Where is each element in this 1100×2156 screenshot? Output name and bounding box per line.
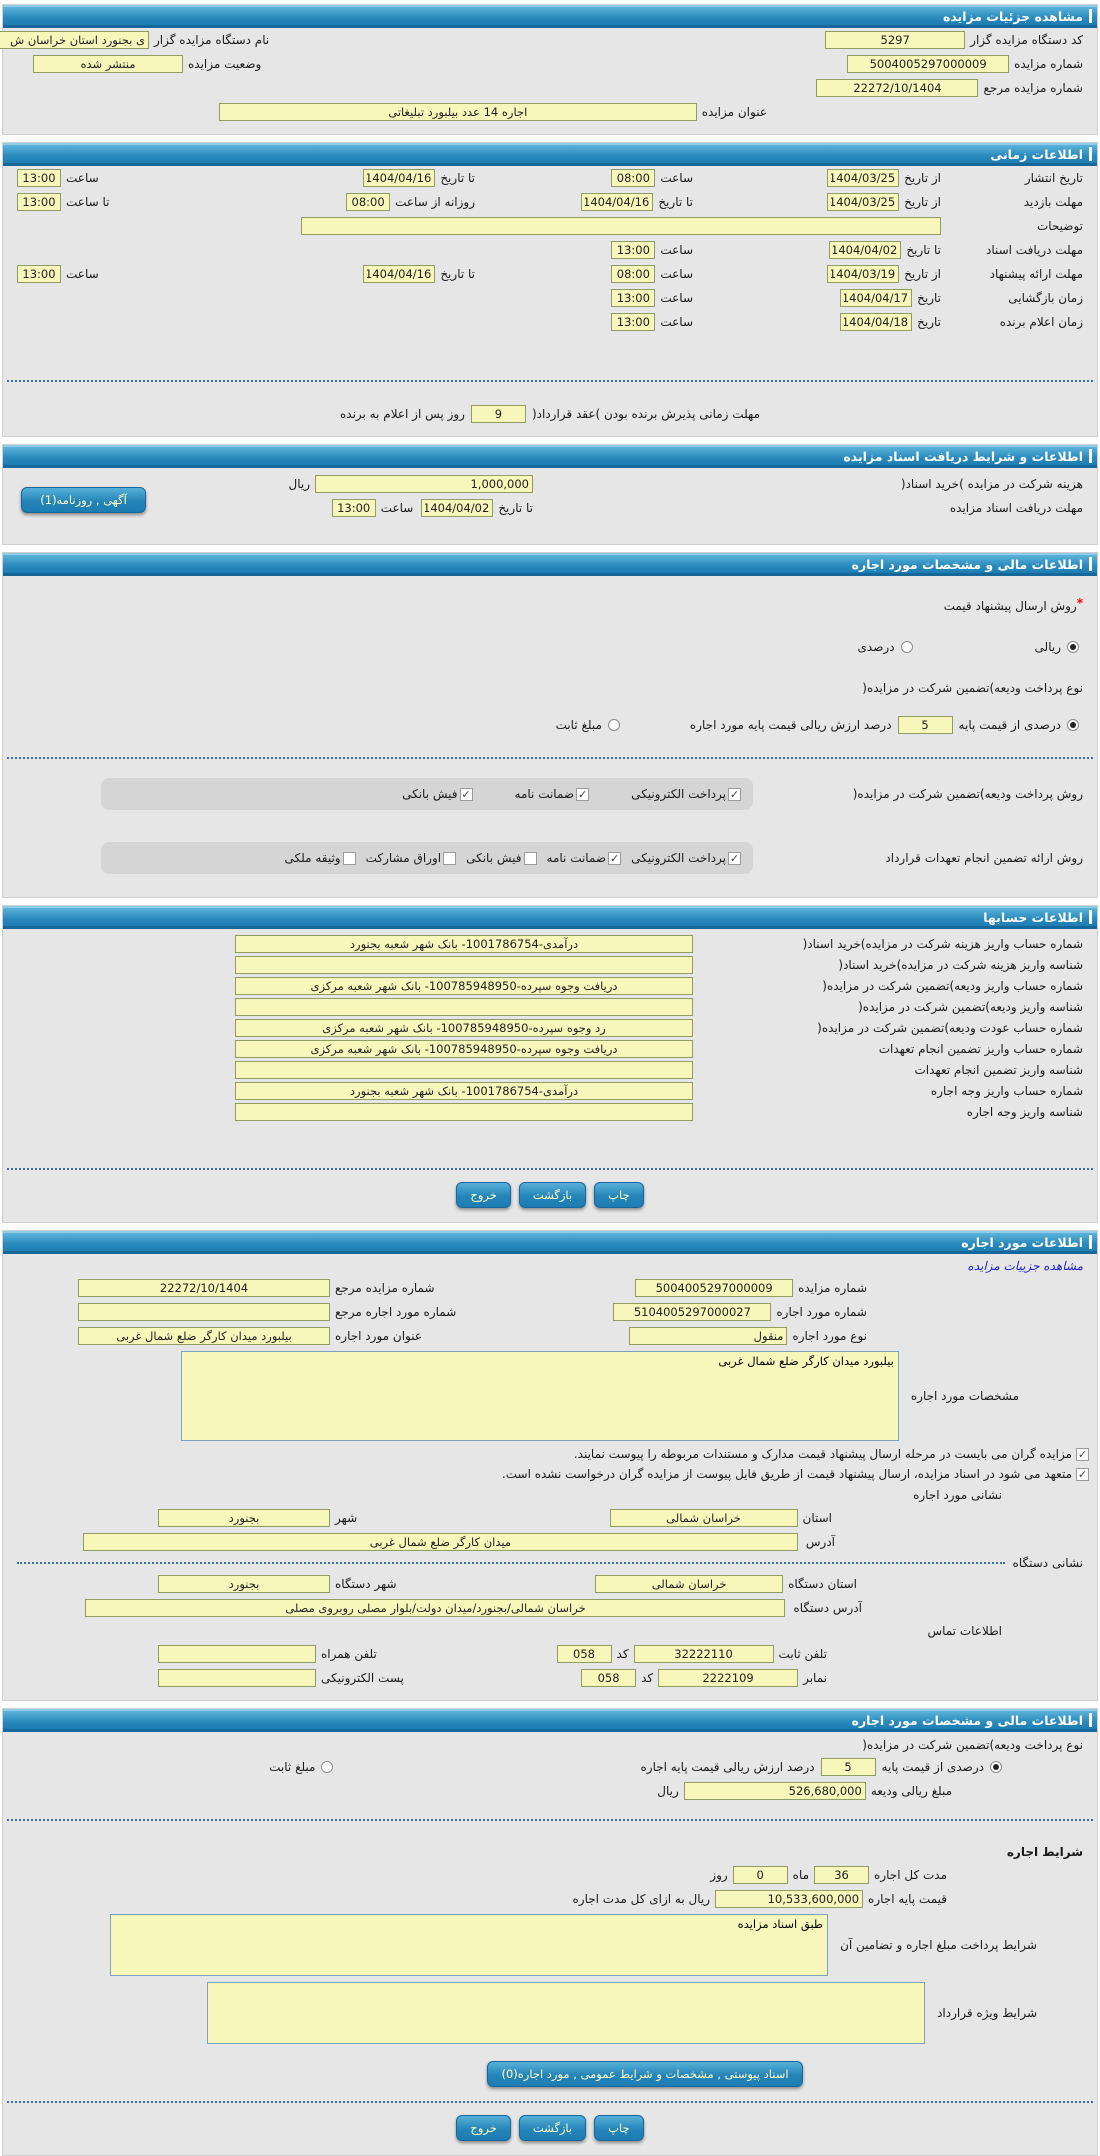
status-label: وضعیت مزایده	[188, 57, 262, 71]
auction-no-input[interactable]	[847, 55, 1009, 73]
option-guarantee-letter	[515, 787, 590, 801]
account-row-label: شماره حساب واریز تضمین انجام تعهدات	[878, 1041, 1083, 1056]
item-address-title: نشانی مورد اجاره	[913, 1488, 1002, 1502]
fee-deposit-id-input[interactable]	[235, 956, 693, 974]
until-time-label: تا ساعت	[66, 195, 110, 209]
auction-no-input[interactable]	[635, 1279, 793, 1297]
time-label: ساعت	[66, 267, 99, 281]
option-electronic-payment	[631, 851, 741, 865]
org-city-input[interactable]	[158, 1575, 330, 1593]
section-financial-2	[2, 1708, 1098, 2156]
publish-date-row	[3, 166, 1097, 190]
time-label: ساعت	[380, 501, 414, 515]
section-financial-1	[2, 552, 1098, 898]
base-price-input[interactable]	[715, 1890, 863, 1908]
time-label: ساعت	[660, 315, 693, 329]
account-row-label: شناسه واریز ودیعه)تضمین شرکت در مزایده(	[858, 999, 1083, 1014]
org-address-title: نشانی دستگاه	[1012, 1556, 1083, 1570]
section-header-accounts	[3, 906, 1097, 929]
item-ref-input[interactable]	[78, 1303, 330, 1321]
section-time-info	[2, 142, 1098, 437]
item-type-label: نوع مورد اجاره	[792, 1329, 867, 1343]
from-date-label: از تاریخ	[904, 267, 941, 281]
fax-input[interactable]	[658, 1669, 798, 1687]
docs-deadline-date-input[interactable]	[421, 499, 493, 517]
offer-label: مهلت ارائه پیشنهاد	[989, 267, 1083, 281]
note1-text: مزایده گران می بایست در مرحله ارسال پیشنهاد قیمت مدارک و مستندات مربوطه را پیوست نمایند.	[573, 1447, 1072, 1461]
address-label: آدرس	[805, 1535, 835, 1549]
winner-label: زمان اعلام برنده	[999, 315, 1083, 329]
docs-deadline-row	[3, 238, 1097, 262]
option-label: وثیقه ملکی	[284, 851, 341, 865]
account-row-label: شماره حساب واریز وجه اجاره	[930, 1083, 1083, 1098]
offer-from-input[interactable]	[827, 265, 899, 283]
section-title: اطلاعات و شرایط دریافت اسناد مزایده	[843, 448, 1083, 464]
specs-label: مشخصات مورد اجاره	[910, 1389, 1019, 1403]
section-accounts	[2, 905, 1098, 1223]
print-button[interactable]: چاپ	[594, 1182, 643, 1208]
actions-row	[3, 2109, 1097, 2145]
org-code-input[interactable]	[825, 31, 965, 49]
item-no-label: شماره مورد اجاره	[776, 1305, 867, 1319]
account-row-label: شناسه واریز تضمین انجام تعهدات	[914, 1062, 1083, 1077]
city-label: شهر	[335, 1511, 358, 1525]
visit-label: مهلت بازدید	[1023, 195, 1083, 209]
daily-from-label: روزانه از ساعت	[395, 195, 475, 209]
mobile-label: تلفن همراه	[321, 1647, 377, 1661]
section-title: مشاهده جزئیات مزایده	[942, 8, 1083, 24]
from-date-label: از تاریخ	[904, 195, 941, 209]
section-title: اطلاعات مورد اجاره	[961, 1234, 1083, 1250]
rial-radio[interactable]	[1067, 641, 1079, 653]
dotted-line	[17, 1562, 1005, 1564]
docs-deadline-label: مهلت دریافت اسناد مزایده	[949, 501, 1083, 515]
contract-guarantee-band	[101, 842, 753, 874]
account-row-label: شماره حساب واریز هزینه شرکت در مزایده)خرید اسناد(	[802, 936, 1083, 951]
to-date-label: تا تاریخ	[658, 195, 693, 209]
subject-input[interactable]	[219, 103, 697, 121]
print-button[interactable]: چاپ	[594, 2115, 643, 2141]
bank-receipt-checkbox[interactable]: ✓	[461, 787, 471, 801]
deposit-unit: ریال	[657, 1784, 679, 1798]
bank-receipt-checkbox[interactable]	[524, 852, 537, 865]
deposit-percent-input[interactable]	[898, 716, 953, 734]
item-title-input[interactable]	[78, 1327, 330, 1345]
property-collateral-checkbox[interactable]	[343, 852, 356, 865]
address-input[interactable]	[83, 1533, 798, 1551]
section-title: اطلاعات زمانی	[990, 146, 1083, 162]
header-tick	[1089, 147, 1092, 161]
exit-button[interactable]: خروج	[456, 1182, 510, 1208]
percent-radio-label: درصدی	[857, 639, 895, 654]
note2-checkbox[interactable]: ✓	[1077, 1467, 1088, 1481]
opening-label: زمان بازگشایی	[1008, 291, 1083, 305]
org-province-input[interactable]	[595, 1575, 783, 1593]
percent-of-base-label: درصدی از قیمت پایه	[958, 718, 1061, 732]
section-header-auction-overview	[3, 5, 1097, 28]
province-label: استان	[802, 1511, 832, 1525]
visit-from-input[interactable]	[827, 193, 899, 211]
publish-from-input[interactable]	[827, 169, 899, 187]
duration-label: مدت کل اجاره	[874, 1868, 947, 1882]
phone-code-input[interactable]	[557, 1645, 612, 1663]
percent-of-base-radio[interactable]	[1067, 719, 1079, 731]
back-button[interactable]: بازگشت	[519, 2115, 586, 2141]
guarantee-letter-checkbox[interactable]: ✓	[577, 787, 588, 801]
participation-bonds-checkbox[interactable]	[443, 852, 456, 865]
base-price-suffix: ریال به ازای کل مدت اجاره	[572, 1892, 711, 1906]
section-document-terms	[2, 444, 1098, 545]
phone-input[interactable]	[634, 1645, 774, 1663]
deposit-amount-input[interactable]	[684, 1782, 866, 1800]
section-header-financial-1	[3, 553, 1097, 576]
account-row-label: شماره حساب واریز ودیعه)تضمین شرکت در مزایده(	[822, 978, 1083, 993]
notes-row	[3, 214, 1097, 238]
offer-to-input[interactable]	[363, 265, 435, 283]
item-title-label: عنوان مورد اجاره	[335, 1329, 423, 1343]
header-tick	[1089, 449, 1092, 463]
fee-unit: ریال	[288, 477, 310, 491]
from-date-label: از تاریخ	[904, 171, 941, 185]
time-label: ساعت	[660, 291, 693, 305]
guarantee-deposit-account-input[interactable]	[235, 977, 693, 995]
accept-label: مهلت زمانی پذیرش برنده بودن )عقد قرارداد(	[531, 407, 761, 421]
special-terms-textarea[interactable]	[207, 1982, 925, 2044]
item-type-input[interactable]	[629, 1327, 787, 1345]
org-address-divider	[3, 1554, 1097, 1572]
section-header-rental-item	[3, 1231, 1097, 1254]
deposit-pay-methods-row	[3, 775, 1097, 813]
option-label: ضمانت نامه	[546, 851, 607, 865]
percent-suffix: درصد ارزش ریالی قیمت پایه اجاره	[640, 1760, 815, 1774]
visit-daily-time-input[interactable]	[346, 193, 390, 211]
docs-time-input[interactable]	[611, 241, 655, 259]
docs-deadline-time-input[interactable]	[332, 499, 376, 517]
publish-label: تاریخ انتشار	[1024, 171, 1083, 185]
deposit-type-label: نوع پرداخت ودیعه)تضمین شرکت در مزایده(	[862, 1738, 1083, 1752]
time-label: ساعت	[660, 243, 693, 257]
percent-of-base-radio[interactable]	[990, 1761, 1002, 1773]
attachment-note-2	[3, 1464, 1097, 1484]
auction-no-label: شماره مزایده	[1014, 57, 1083, 71]
section-title: اطلاعات مالی و مشخصات مورد اجاره	[851, 1712, 1083, 1728]
account-row-label: شناسه واریز وجه اجاره	[966, 1104, 1083, 1119]
ref-no-input[interactable]	[816, 79, 978, 97]
offer-deadline-row	[3, 262, 1097, 286]
option-label: پرداخت الکترونیکی	[631, 851, 726, 865]
newspaper-ad-button[interactable]: آگهی , روزنامه(1)	[21, 487, 146, 513]
specs-textarea[interactable]	[181, 1351, 899, 1441]
fixed-amount-label: مبلغ ثابت	[269, 1760, 316, 1774]
item-ref-label: شماره مورد اجاره مرجع	[335, 1305, 457, 1319]
fee-deposit-account-input[interactable]	[235, 935, 693, 953]
fixed-amount-label: مبلغ ثابت	[555, 718, 602, 732]
to-date-label: تا تاریخ	[440, 171, 475, 185]
account-row-label: شناسه واریز هزینه شرکت در مزایده)خرید اسناد(	[838, 957, 1083, 972]
opening-date-input[interactable]	[840, 289, 912, 307]
offer-from-time-input[interactable]	[611, 265, 655, 283]
section-header-time-info	[3, 143, 1097, 166]
days-label: روز	[710, 1868, 728, 1882]
obligation-guarantee-id-input[interactable]	[235, 1061, 693, 1079]
publish-from-time-input[interactable]	[611, 169, 655, 187]
deposit-pay-label: روش پرداخت ودیعه)تضمین شرکت در مزایده(	[852, 787, 1083, 801]
opening-time-input[interactable]	[611, 289, 655, 307]
attachment-note-1	[3, 1444, 1097, 1464]
header-tick	[1089, 1235, 1092, 1249]
note1-checkbox[interactable]: ✓	[1077, 1447, 1088, 1461]
deposit-pay-band	[101, 778, 753, 810]
electronic-payment-checkbox[interactable]: ✓	[729, 787, 740, 801]
mobile-input[interactable]	[158, 1645, 316, 1663]
contract-guarantee-methods-row	[3, 839, 1097, 877]
phone-label: تلفن ثابت	[778, 1647, 827, 1661]
guarantee-deposit-id-input[interactable]	[235, 998, 693, 1016]
email-input[interactable]	[158, 1669, 316, 1687]
deposit-amount-label: مبلغ ریالی ودیعه	[870, 1784, 952, 1798]
rent-payment-account-input[interactable]	[235, 1082, 693, 1100]
duration-months-input[interactable]	[814, 1866, 869, 1884]
org-code-label: کد دستگاه مزایده گزار	[970, 33, 1083, 47]
dotted-divider	[7, 380, 1093, 382]
deposit-type-label: نوع پرداخت ودیعه)تضمین شرکت در مزایده(	[862, 680, 1083, 695]
winner-date-input[interactable]	[840, 313, 912, 331]
accept-deadline-row	[3, 402, 1097, 426]
option-participation-bonds	[366, 851, 456, 865]
dotted-divider	[7, 1168, 1093, 1170]
visit-to-input[interactable]	[581, 193, 653, 211]
percent-radio[interactable]	[901, 641, 913, 653]
time-label: ساعت	[660, 171, 693, 185]
fixed-amount-radio[interactable]	[608, 719, 620, 731]
winner-time-row	[3, 310, 1097, 334]
contact-title: اطلاعات تماس	[927, 1624, 1002, 1638]
view-auction-details-link[interactable]: مشاهده جزییات مزایده	[967, 1259, 1083, 1273]
percent-of-base-label: درصدی از قیمت پایه	[881, 1760, 984, 1774]
option-label: اوراق مشارکت	[365, 851, 442, 865]
docs-label: مهلت دریافت اسناد	[985, 243, 1083, 257]
accept-days-input[interactable]	[471, 405, 526, 423]
attached-documents-button[interactable]: اسناد پیوستی , مشخصات و شرایط عمومی , مورد اجاره(0)	[487, 2061, 802, 2087]
org-address-input[interactable]	[85, 1599, 785, 1617]
account-row-label: شماره حساب عودت ودیعه)تضمین شرکت در مزایده(	[817, 1020, 1083, 1035]
org-city-label: شهر دستگاه	[335, 1577, 397, 1591]
auction-ref-label: شماره مزایده مرجع	[335, 1281, 435, 1295]
fax-code-input[interactable]	[581, 1669, 636, 1687]
contract-guarantee-label: روش ارائه تضمین انجام تعهدات قرارداد	[885, 851, 1083, 865]
province-input[interactable]	[610, 1509, 798, 1527]
phone-code-label: کد	[616, 1647, 629, 1661]
section-title: اطلاعات مالی و مشخصات مورد اجاره	[851, 556, 1083, 572]
dotted-divider	[7, 2101, 1093, 2103]
time-label: ساعت	[66, 171, 99, 185]
dotted-divider	[7, 757, 1093, 759]
exit-button[interactable]: خروج	[456, 2115, 510, 2141]
publish-to-time-input[interactable]	[17, 169, 61, 187]
obligation-guarantee-account-input[interactable]	[235, 1040, 693, 1058]
fee-input[interactable]	[315, 475, 533, 493]
percent-suffix: درصد ارزش ریالی قیمت پایه مورد اجاره	[689, 718, 892, 732]
auction-ref-input[interactable]	[78, 1279, 330, 1297]
option-label: فیش بانکی	[402, 787, 458, 801]
special-terms-label: شرایط ویژه قرارداد	[937, 2006, 1037, 2020]
section-title: اطلاعات حسابها	[983, 909, 1083, 925]
option-label: ضمانت نامه	[514, 787, 575, 801]
accept-suffix: روز پس از اعلام به برنده	[339, 407, 465, 421]
to-date-label: تا تاریخ	[906, 243, 941, 257]
option-electronic-payment	[631, 787, 741, 801]
time-label: ساعت	[660, 267, 693, 281]
option-guarantee-letter	[547, 851, 622, 865]
header-tick	[1089, 9, 1092, 23]
option-label: فیش بانکی	[466, 851, 522, 865]
rental-terms-title: شرایط اجاره	[1006, 1845, 1083, 1859]
item-no-input[interactable]	[613, 1303, 771, 1321]
option-bank-receipt	[466, 851, 536, 865]
to-date-label: تا تاریخ	[498, 501, 533, 515]
org-name-label: نام دستگاه مزایده گزار	[154, 33, 270, 47]
visit-deadline-row	[3, 190, 1097, 214]
dotted-divider	[7, 1819, 1093, 1821]
rial-radio-label: ریالی	[1034, 639, 1061, 654]
email-label: پست الکترونیکی	[321, 1671, 404, 1685]
ref-no-label: شماره مزایده مرجع	[983, 81, 1083, 95]
visit-until-time-input[interactable]	[17, 193, 61, 211]
section-header-document-terms	[3, 445, 1097, 468]
header-tick	[1089, 557, 1092, 571]
deposit-percent-input[interactable]	[821, 1758, 876, 1776]
fee-label: هزینه شرکت در مزایده )خرید اسناد(	[900, 477, 1083, 491]
city-input[interactable]	[158, 1509, 330, 1527]
option-bank-receipt	[402, 787, 472, 801]
months-label: ماه	[792, 1868, 810, 1882]
required-asterisk: *	[1076, 595, 1083, 610]
fixed-amount-radio[interactable]	[321, 1761, 333, 1773]
winner-time-input[interactable]	[611, 313, 655, 331]
notes-input[interactable]	[301, 217, 941, 235]
subject-label: عنوان مزایده	[701, 105, 767, 119]
offer-to-time-input[interactable]	[17, 265, 61, 283]
electronic-payment-checkbox[interactable]: ✓	[729, 851, 740, 865]
note2-text: متعهد می شود در اسناد مزایده، ارسال پیشنهاد قیمت از طریق فایل پیوست از مزایده گران درخواست نشده است.	[501, 1467, 1072, 1481]
notes-label: توضیحات	[1036, 219, 1083, 233]
pay-terms-label: شرایط پرداخت مبلغ اجاره و تضامین آن	[840, 1938, 1037, 1952]
option-property-collateral	[285, 851, 356, 865]
base-price-label: قیمت پایه اجاره	[868, 1892, 947, 1906]
header-tick	[1089, 1713, 1092, 1727]
section-header-financial-2	[3, 1709, 1097, 1732]
fax-label: نمابر	[803, 1671, 827, 1685]
header-tick	[1089, 910, 1092, 924]
option-label: پرداخت الکترونیکی	[631, 787, 726, 801]
price-method-label: روش ارسال پیشنهاد قیمت	[943, 598, 1077, 613]
auction-no-label: شماره مزایده	[798, 1281, 867, 1295]
opening-time-row	[3, 286, 1097, 310]
duration-days-input[interactable]	[733, 1866, 788, 1884]
fax-code-label: کد	[641, 1671, 654, 1685]
pay-terms-textarea[interactable]	[110, 1914, 828, 1976]
org-name-input[interactable]	[0, 31, 149, 49]
date-label: تاریخ	[917, 291, 941, 305]
actions-row	[3, 1176, 1097, 1212]
section-rental-item	[2, 1230, 1098, 1701]
to-date-label: تا تاریخ	[440, 267, 475, 281]
date-label: تاریخ	[917, 315, 941, 329]
publish-to-input[interactable]	[363, 169, 435, 187]
section-auction-overview	[2, 4, 1098, 135]
rent-payment-id-input[interactable]	[235, 1103, 693, 1121]
docs-to-input[interactable]	[829, 241, 901, 259]
status-input[interactable]	[33, 55, 183, 73]
org-province-label: استان دستگاه	[788, 1577, 857, 1591]
guarantee-letter-checkbox[interactable]: ✓	[609, 851, 620, 865]
deposit-return-account-input[interactable]	[235, 1019, 693, 1037]
back-button[interactable]: بازگشت	[519, 1182, 586, 1208]
org-address-label: آدرس دستگاه	[793, 1601, 862, 1615]
